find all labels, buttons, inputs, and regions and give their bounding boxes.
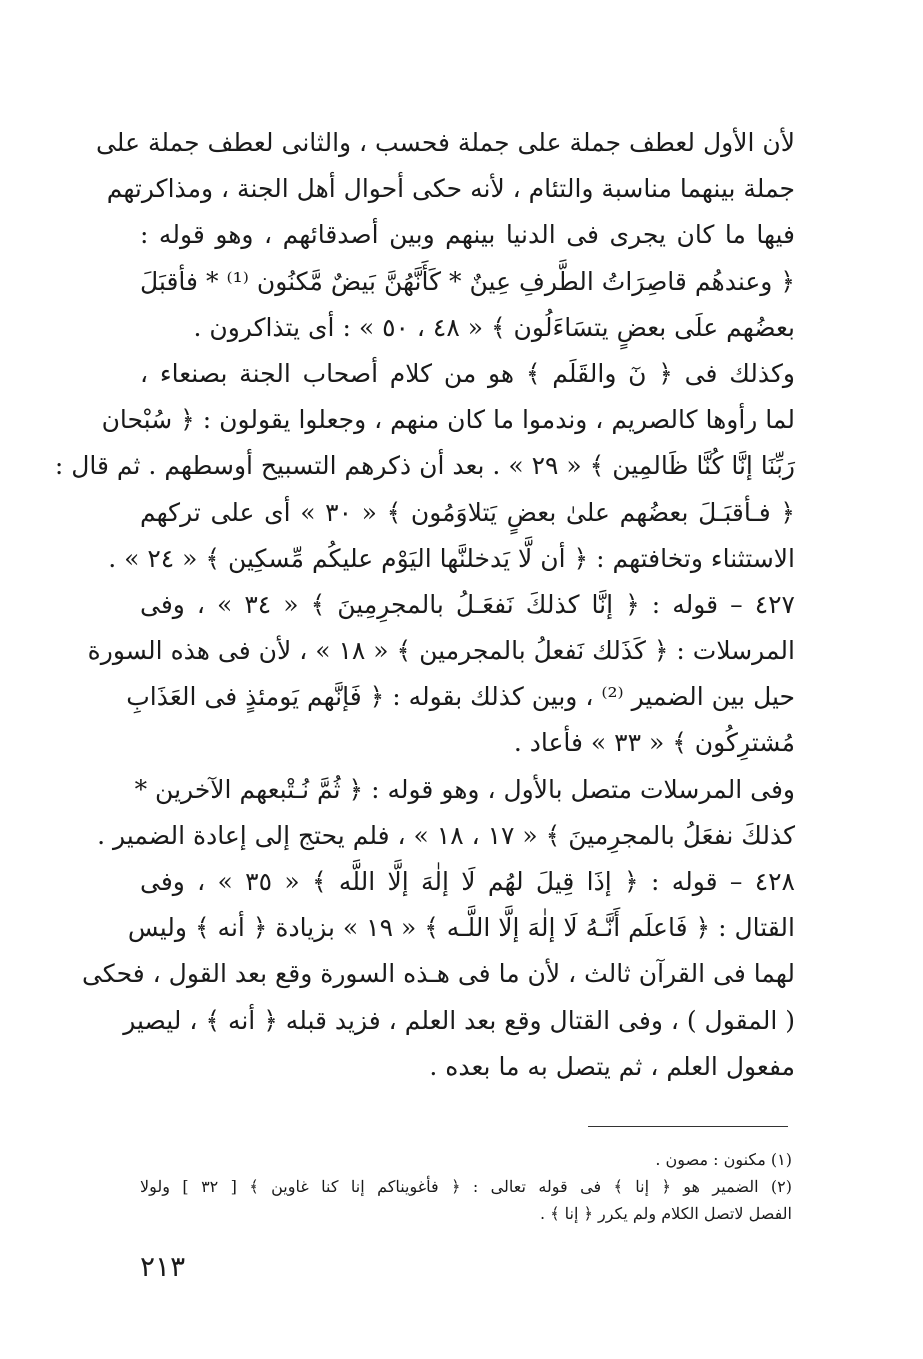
text-line: فيها ما كان يجرى فى الدنيا بينهم وبين أصدقائهم ، وهو قوله : [140,220,795,250]
text-line: لهما فى القرآن ثالث ، لأن ما فى هـذه السورة وقع بعد القول ، فحكى [81,959,795,989]
body-text [54,120,796,1090]
text-line: لأن الأول لعطف جملة على جملة فحسب ، والثانى لعطف جملة على [95,128,795,157]
footnote-line: (٢) الضمير هو ﴿ إنا ﴾ فى قوله تعالى : ﴿ فأغويناكم إنا كنا غاوين ﴾ [ ٣٢ ] ولولا [140,1177,793,1196]
text-line: ٤٢٨ – قوله : ﴿ إذَا قِيلَ لهُم لَا إلٰهَ إلَّا اللَّه ﴾ « ٣٥ » ، وفى [140,867,795,896]
text-line: القتال : ﴿ فَاعلَم أَنَّـهُ لَا إلٰهَ إلَّا اللَّـه ﴾ « ١٩ » بزيادة ﴿ أنه ﴾ وليس [127,913,795,943]
footnote-line: الفصل لاتصل الكلام ولم يكرر ﴿ إنا ﴾ . [540,1204,792,1223]
text-line: المرسلات : ﴿ كَذَلك نَفعلُ بالمجرمين ﴾ « ١٨ » ، لأن فى هذه السورة [87,636,795,666]
text-line: ٤٢٧ – قوله : ﴿ إنَّا كذلكَ نَفعَـلُ بالمجرِمِينَ ﴾ « ٣٤ » ، وفى [140,589,795,619]
text-line: ﴿ وعندهُم قاصِرَاتُ الطَّرفِ عِينٌ * كَأَنَّهُنَّ بَيضٌ مَّكنُون ⁽¹⁾ * فأقبَلَ [140,266,796,296]
text-line: رَبِّنَا إنَّا كُنَّا ظَالمِين ﴾ « ٢٩ » . بعد أن ذكرهم التسبيح أوسطهم . ثم قال : [54,451,795,481]
page-number: ٢١٣ [140,1250,186,1283]
text-line: كذلكَ نفعَلُ بالمجرِمينَ ﴾ « ١٧ ، ١٨ » ، فلم يحتج إلى إعادة الضمير . [97,820,795,850]
footnote-line: (١) مكنون : مصون . [655,1150,792,1169]
footnotes [140,1146,792,1227]
text-line: الاستثناء وتخافتهم : ﴿ أن لَّا يَدخلنَّها اليَوْم عليكُم مِّسكِين ﴾ « ٢٤ » . [108,543,795,573]
text-line: حيل بين الضمير ⁽²⁾ ، وبين كذلك بقوله : ﴿ فَإنَّهم يَومئذٍ فى العَذَابِ [126,682,795,712]
text-line: ﴿ فـأقبَـلَ بعضُهم علىٰ بعضٍ يَتلاوَمُون ﴾ « ٣٠ » أى على تركهم [140,497,795,527]
text-line: ( المقول ) ، وفى القتال وقع بعد العلم ، فزيد قبله ﴿ أنه ﴾ ، ليصير [123,1005,795,1035]
text-line: جملة بينهما مناسبة والتئام ، لأنه حكى أحوال أهل الجنة ، ومذاكرتهم [106,174,795,204]
text-line: لما رأوها كالصريم ، وندموا ما كان منهم ، وجعلوا يقولون : ﴿ سُبْحان [101,405,795,435]
text-line: وكذلك فى ﴿ نٓ والقَلَم ﴾ هو من كلام أصحاب الجنة بصنعاء ، [140,358,795,388]
footnote-divider [588,1126,788,1127]
text-line: مفعول العلم ، ثم يتصل به ما بعده . [429,1051,795,1081]
text-line: وفى المرسلات متصل بالأول ، وهو قوله : ﴿ ثُمَّ نُـتْبعهم الآخرين * [134,774,795,804]
text-line: مُشترِكُون ﴾ « ٣٣ » فأعاد . [513,728,795,758]
text-line: بعضُهم علَى بعضٍ يتسَاءَلُون ﴾ « ٤٨ ، ٥٠ » : أى يتذاكرون . [193,312,795,342]
